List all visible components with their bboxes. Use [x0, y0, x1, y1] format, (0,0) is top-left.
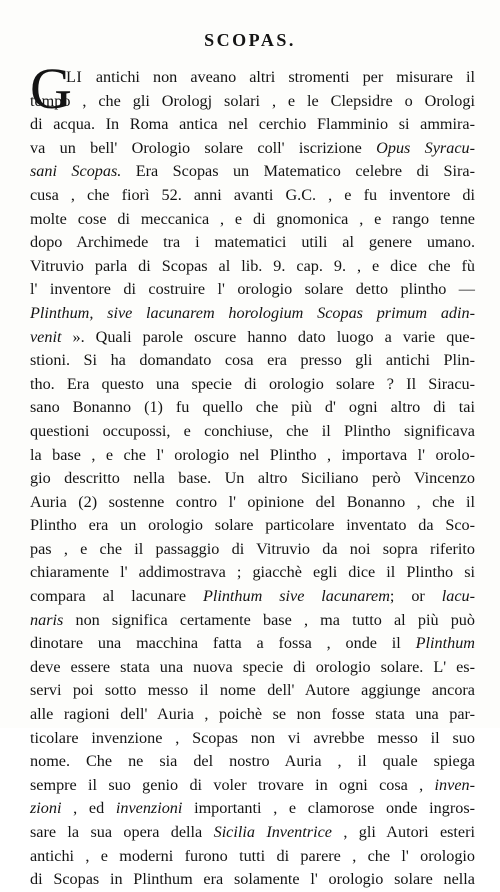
text-line — [30, 538, 475, 562]
text-run: ; or — [389, 587, 442, 606]
text-run: antichi non aveano altri stromenti per misurare il — [95, 68, 476, 86]
text-run: dopo Archimede tra i matematici utili al genere umano. — [30, 233, 475, 252]
text-run: ticolare invenzione , Scopas non vi avrebbe messo il suo — [30, 728, 475, 747]
text-line — [30, 160, 475, 184]
text-line — [30, 561, 475, 585]
text-run: tho. Era questo una specie di orologio solare ? Il Siracu- — [30, 374, 475, 393]
text-run: servi poi sotto messo il nome dell' Autore aggiunge ancora — [30, 681, 475, 700]
text-run: Plintho era un orologio solare particolare inventato da Sco- — [30, 516, 475, 535]
italic-text: venit — [30, 327, 62, 346]
italic-text: invenzioni — [115, 799, 183, 818]
text-line — [30, 66, 475, 90]
text-run: chiaramente l' addimostrava ; giacchè egli dice il Plintho si — [30, 563, 475, 582]
body-text — [30, 56, 476, 892]
text-run: Era Scopas un Matematico celebre di Sira- — [121, 162, 475, 181]
text-line — [30, 349, 475, 373]
text-line — [30, 255, 475, 279]
text-run: la base , e che l' orologio nel Plintho , importava l' orolo- — [30, 445, 475, 464]
text-run: sare la sua opera della — [30, 823, 214, 841]
text-line — [30, 208, 475, 232]
text-line — [30, 821, 475, 845]
text-line — [30, 868, 475, 892]
text-run: stioni. Si ha domandato cosa era presso gli antichi Plin- — [30, 351, 475, 370]
text-line — [30, 727, 475, 751]
text-line — [30, 137, 475, 161]
text-run: ». Quali parole oscure hanno dato luogo a varie que- — [61, 327, 475, 346]
italic-text: Plinthum, sive lacunarem horologium Scopas primum adin- — [30, 303, 475, 322]
text-run: LI — [66, 68, 96, 86]
italic-text: inven- — [434, 775, 475, 794]
text-run: di acqua. In Roma antica nel cerchio Flamminio si ammira- — [30, 115, 475, 134]
italic-text: Sicilia Inventrice — [213, 823, 332, 841]
italic-text: naris — [30, 610, 64, 629]
text-line — [30, 679, 475, 703]
text-line — [30, 113, 475, 137]
text-line — [30, 302, 475, 326]
italic-text: Plinthum sive lacunarem — [202, 587, 390, 606]
text-run: l' inventore di costruire l' orologio solare detto plintho — — [30, 280, 475, 299]
text-run: dinotare una macchina fatta a fossa , onde il — [30, 634, 416, 653]
text-run: cusa , che fiorì 52. anni avanti G.C. , e fu inventore di — [30, 185, 475, 204]
page-title: SCOPAS. — [204, 30, 296, 50]
text-line — [30, 750, 475, 774]
text-line — [30, 656, 475, 680]
text-line — [30, 467, 475, 491]
text-run: compara al lacunare — [30, 587, 203, 606]
text-run: gio descritto nella base. Un altro Siciliano però Vincenzo — [30, 469, 475, 488]
text-line — [30, 420, 475, 444]
italic-text: Plinthum — [415, 634, 475, 653]
text-line — [30, 585, 475, 609]
text-line — [30, 797, 475, 821]
text-run: non significa certamente base , ma tutto al più può — [63, 610, 475, 629]
text-run: alle ragioni dell' Auria , poichè se non fosse stata una par- — [30, 705, 475, 724]
text-line — [30, 609, 475, 633]
text-line — [30, 514, 475, 538]
text-run: nome. Che ne sia del nostro Auria , il quale spiega — [30, 752, 475, 771]
text-line — [30, 184, 475, 208]
text-run: importanti , e clamorose onde ingros- — [182, 799, 476, 818]
text-line — [30, 491, 475, 515]
text-line — [30, 774, 475, 798]
text-run: molte cose di meccanica , e di gnomonica , e rango tenne — [30, 209, 475, 228]
drop-cap: G — [30, 56, 72, 121]
text-line — [30, 632, 475, 656]
text-run: , gli Autori esteri — [331, 823, 475, 841]
text-run: pas , e che il passaggio di Vitruvio da noi sopra riferito — [30, 539, 475, 558]
italic-text: lacu- — [441, 587, 475, 606]
text-run: antichi , e moderni furono tutti di parere , che l' orologio — [30, 846, 475, 865]
text-run: , ed — [61, 799, 116, 818]
text-line — [30, 444, 475, 468]
italic-text: zioni — [30, 799, 62, 818]
text-run: di Scopas in Plinthum era solamente l' orologio solare nella — [30, 870, 475, 889]
text-run: deve essere stata una nuova specie di orologio solare. L' es- — [30, 657, 475, 676]
text-line — [30, 278, 475, 302]
text-run: tempo , che gli Orologj solari , e le Clepsidre o Orologi — [30, 91, 475, 110]
text-run: va un bell' Orologio solare coll' iscrizione — [30, 138, 377, 157]
italic-text: Opus Syracu- — [376, 138, 475, 157]
italic-text: sani Scopas. — [30, 162, 122, 181]
text-line — [30, 845, 475, 869]
text-run: sempre il suo genio di voler trovare in ogni cosa , — [30, 775, 435, 794]
text-run: Auria (2) sostenne contro l' opinione del Bonanno , che il — [30, 492, 475, 511]
text-line — [30, 326, 475, 350]
text-line — [30, 703, 475, 727]
text-line — [30, 231, 475, 255]
text-line — [30, 396, 475, 420]
text-run: sano Bonanno (1) fu quello che più d' ogni altro di tai — [30, 398, 475, 417]
text-run: Vitruvio parla di Scopas al lib. 9. cap. 9. , e dice che fù — [30, 256, 475, 275]
text-line — [30, 90, 475, 114]
text-run: questioni occupossi, e conchiuse, che il Plintho significava — [30, 421, 475, 440]
text-line — [30, 373, 475, 397]
